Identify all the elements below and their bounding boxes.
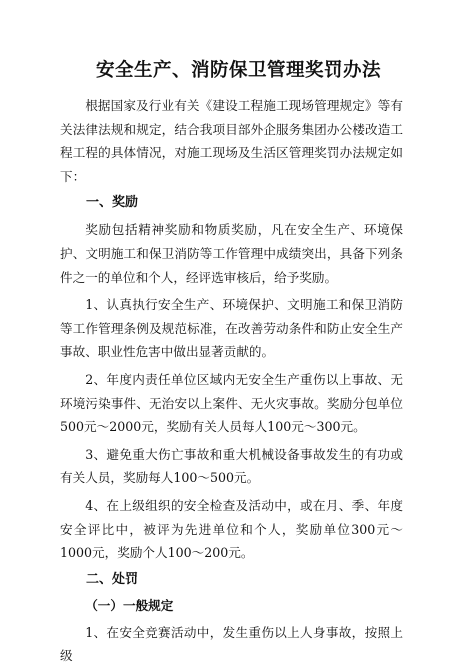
section-heading-penalties: 二、处罚 (86, 571, 139, 587)
penalties-item-1: 1、在安全竞赛活动中，发生重伤以上人身事故，按照上级 (60, 624, 403, 664)
section-heading-rewards: 一、奖励 (86, 195, 139, 211)
rewards-item-3: 3、避免重大伤亡事故和重大机械设备事故发生的有功或有关人员，奖励每人100～500元。 (60, 446, 403, 486)
rewards-item-1: 1、认真执行安全生产、环境保护、文明施工和保卫消防等工作管理条例及规范标准，在改善劳动条件和防止安全生产事故、职业性危害中做出显著贡献的。 (60, 297, 403, 360)
rewards-lead-paragraph: 奖励包括精神奖励和物质奖励，凡在安全生产、环境保护、文明施工和保卫消防等工作管理中成绩突出，具备下列条件之一的单位和个人，经评选审核后，给予奖励。 (60, 222, 403, 285)
rewards-item-4: 4、在上级组织的安全检查及活动中，或在月、季、年度安全评比中，被评为先进单位和个人，奖励单位300元～1000元，奖励个人100～200元。 (60, 497, 403, 561)
intro-paragraph: 根据国家及行业有关《建设工程施工现场管理规定》等有关法律法规和规定，结合我项目部外企服务集团办公楼改造工程工程的具体情况，对施工现场及生活区管理奖罚办法规定如下： (60, 98, 403, 184)
document-title: 安全生产、消防保卫管理奖罚办法 (95, 60, 381, 81)
subsection-heading-general: （一）一般规定 (85, 597, 174, 613)
rewards-item-2: 2、年度内责任单位区域内无安全生产重伤以上事故、无环境污染事件、无治安以上案件、无火灾事故。奖励分包单位500元～2000元，奖励有关人员每人100元～300元。 (60, 371, 403, 435)
